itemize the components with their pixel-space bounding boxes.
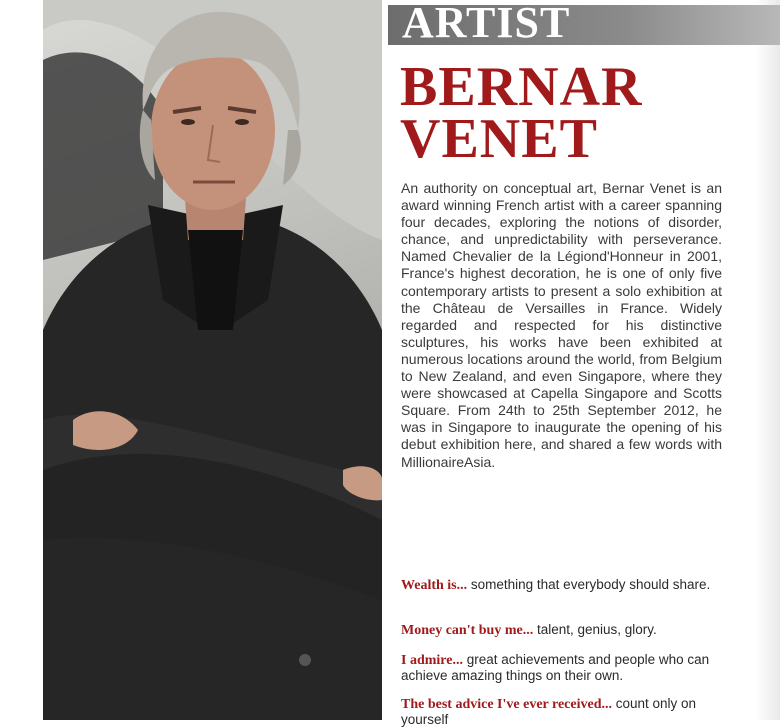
qa-item xyxy=(401,696,731,727)
qa-item xyxy=(401,622,731,638)
qa-prompt: The best advice I've ever received... xyxy=(401,697,612,712)
qa-answer: something that everybody should share. xyxy=(467,577,711,592)
page-edge-shadow xyxy=(755,0,780,720)
qa-item xyxy=(401,577,731,593)
artist-bio: An authority on conceptual art, Bernar Venet is an award winning French artist with a career spanning four decades, exploring the notions of disorder, chance, and unpredictability with perseverance. Named Chevalier de la Légiond'Honneur in 2001, France's highest decoration, he is one of only five contemporary artists to present a solo exhibition at the Château de Versailles in France. Widely regarded and respected for his distinctive sculptures, his works have been exhibited at numerous locations around the world, from Belgium to New Zealand, and even Singapore, where they were showcased at Capella Singapore and Scotts Square. From 24th to 25th September 2012, he was in Singapore to inaugurate the opening of his debut exhibition here, and shared a few words with MillionaireAsia. xyxy=(401,180,722,470)
qa-prompt: Wealth is... xyxy=(401,578,468,593)
qa-prompt: Money can't buy me... xyxy=(401,623,534,638)
qa-answer: count only on yourself xyxy=(401,696,697,727)
portrait-photo xyxy=(43,0,382,720)
qa-answer: great achievements and people who can achieve amazing things on their own. xyxy=(401,652,710,683)
qa-answer: talent, genius, glory. xyxy=(533,622,657,637)
qa-item xyxy=(401,652,731,683)
artist-last-name: VENET xyxy=(400,108,598,170)
section-label: ARTIST xyxy=(402,0,571,47)
artist-first-name: BERNAR xyxy=(400,56,643,118)
qa-prompt: I admire... xyxy=(401,653,463,668)
